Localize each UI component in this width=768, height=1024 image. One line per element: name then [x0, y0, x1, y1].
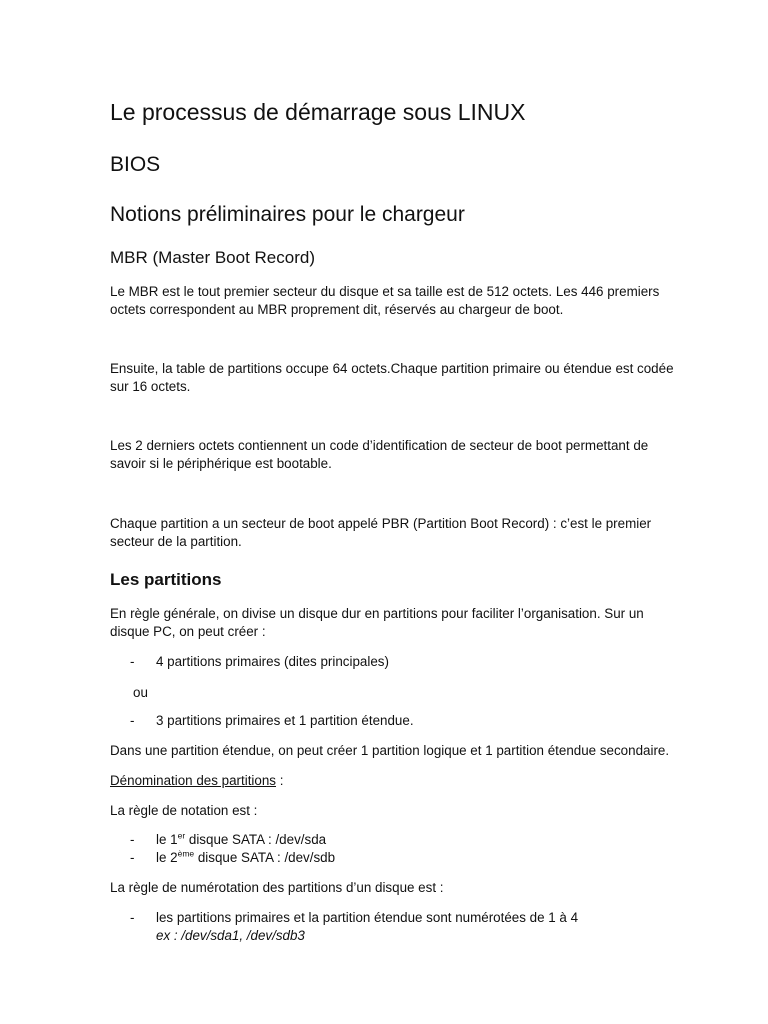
heading-partitions: Les partitions: [110, 570, 222, 589]
list-bullet: -: [130, 713, 135, 728]
extended-partition-text: Dans une partition étendue, on peut créer 1 partition logique et 1 partition étendue secondaire.: [110, 743, 670, 758]
list-item-numbering: les partitions primaires et la partition étendue sont numérotées de 1 à 4 ex : /dev/sda1, /dev/sdb3: [156, 910, 579, 943]
list-bullet: -: [130, 850, 135, 865]
mbr-paragraph-3: Les 2 derniers octets contiennent un code d’identification de secteur de boot permettant de savoir si le périphérique est bootable.: [110, 438, 649, 471]
partitions-intro: En règle générale, on divise un disque dur en partitions pour faciliter l’organisation. Sur un disque PC, on peut créer :: [110, 606, 644, 639]
list-item-option-2: 3 partitions primaires et 1 partition étendue.: [156, 713, 414, 728]
mbr-paragraph-4: Chaque partition a un secteur de boot appelé PBR (Partition Boot Record) : c’est le premier secteur de la partition.: [110, 516, 652, 549]
mbr-paragraph-2: Ensuite, la table de partitions occupe 64 octets.Chaque partition primaire ou étendue est codée sur 16 octets.: [110, 361, 674, 394]
heading-notions: Notions préliminaires pour le chargeur: [110, 203, 465, 226]
list-item-disk-1: le 1er disque SATA : /dev/sda: [156, 830, 327, 847]
document-title: Le processus de démarrage sous LINUX: [110, 99, 526, 125]
notation-rule: La règle de notation est :: [110, 803, 258, 818]
heading-mbr: MBR (Master Boot Record): [110, 248, 315, 267]
list-item-option-1: 4 partitions primaires (dites principales): [156, 654, 389, 669]
numbering-example: ex : /dev/sda1, /dev/sdb3: [156, 928, 305, 943]
or-text: ou: [133, 685, 148, 700]
list-item-disk-2: le 2ème disque SATA : /dev/sdb: [156, 848, 336, 865]
list-bullet: -: [130, 654, 135, 669]
heading-bios: BIOS: [110, 153, 161, 176]
mbr-paragraph-1: Le MBR est le tout premier secteur du disque et sa taille est de 512 octets. Les 446 premiers octets correspondent au MBR proprement dit, réservés au chargeur de boot.: [110, 284, 660, 317]
list-bullet: -: [130, 832, 135, 847]
list-bullet: -: [130, 910, 135, 925]
naming-heading: Dénomination des partitions :: [110, 773, 284, 788]
numbering-rule: La règle de numérotation des partitions d’un disque est :: [110, 880, 444, 895]
naming-title: Dénomination des partitions: [110, 773, 276, 788]
